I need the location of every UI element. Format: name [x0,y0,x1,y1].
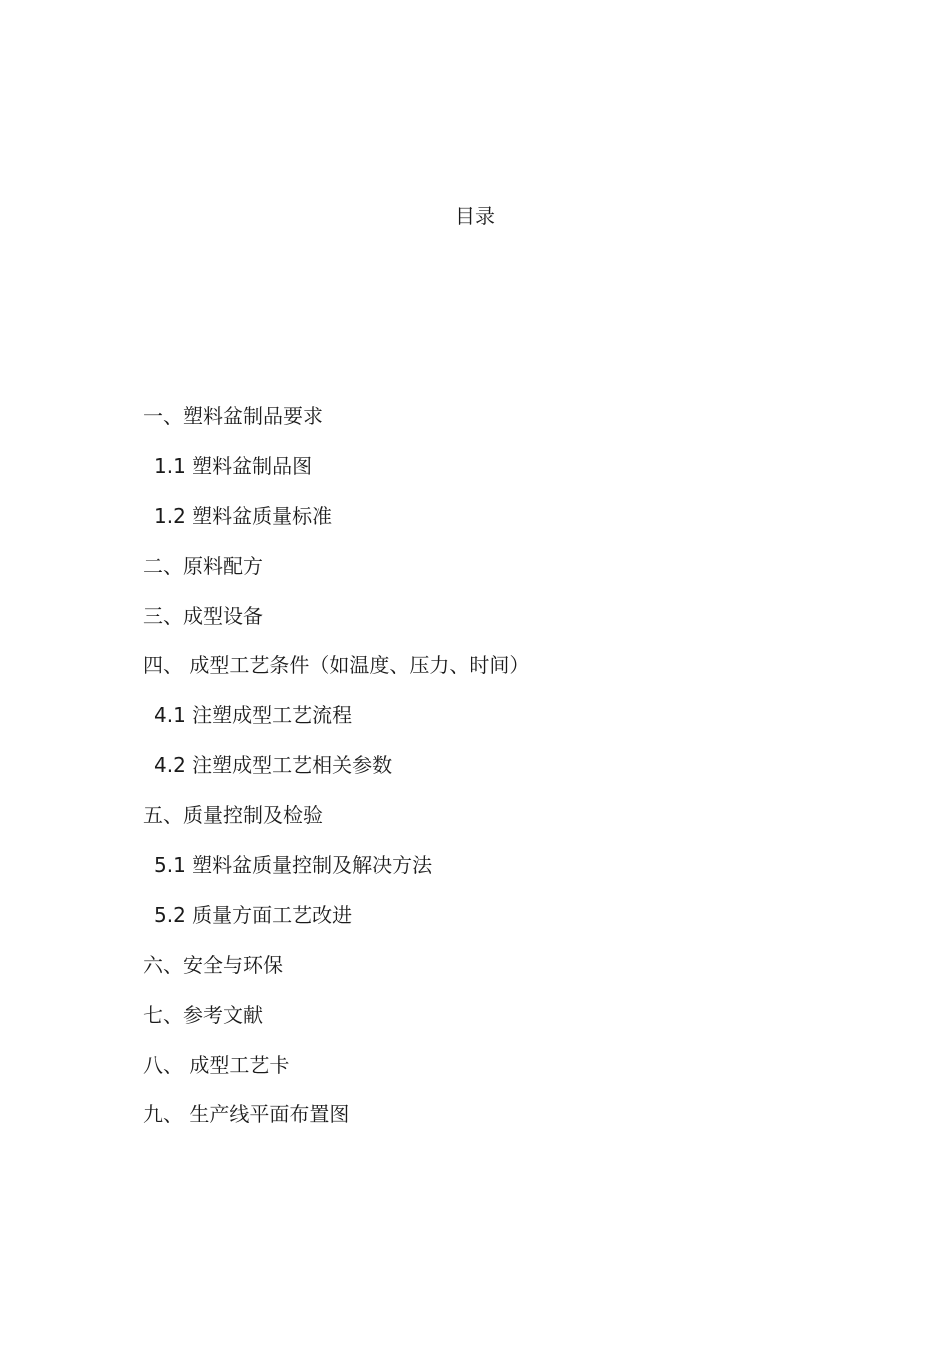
toc-entry-5-2: 5.2 质量方面工艺改进 [154,902,353,927]
toc-entry-1: 一、塑料盆制品要求 [143,404,323,428]
toc-entry-7: 七、参考文献 [143,1002,263,1027]
table-of-contents [143,401,529,1149]
toc-entry-8: 八、 成型工艺卡 [143,1052,290,1077]
toc-entry-4-1: 4.1 注塑成型工艺流程 [154,703,353,728]
toc-entry-6: 六、安全与环保 [143,952,283,977]
toc-entry-1-1: 1.1 塑料盆制品图 [154,453,313,478]
toc-entry-2: 二、原料配方 [143,553,263,578]
toc-entry-5: 五、质量控制及检验 [143,803,323,828]
toc-entry-1-2: 1.2 塑料盆质量标准 [154,503,333,528]
toc-entry-4: 四、 成型工艺条件（如温度、压力、时间） [143,653,530,678]
toc-entry-9: 九、 生产线平面布置图 [143,1102,350,1127]
toc-entry-4-2: 4.2 注塑成型工艺相关参数 [154,753,393,778]
page-title: 目录 [455,204,495,228]
toc-entry-5-1: 5.1 塑料盆质量控制及解决方法 [154,853,433,878]
toc-entry-3: 三、成型设备 [143,603,263,628]
